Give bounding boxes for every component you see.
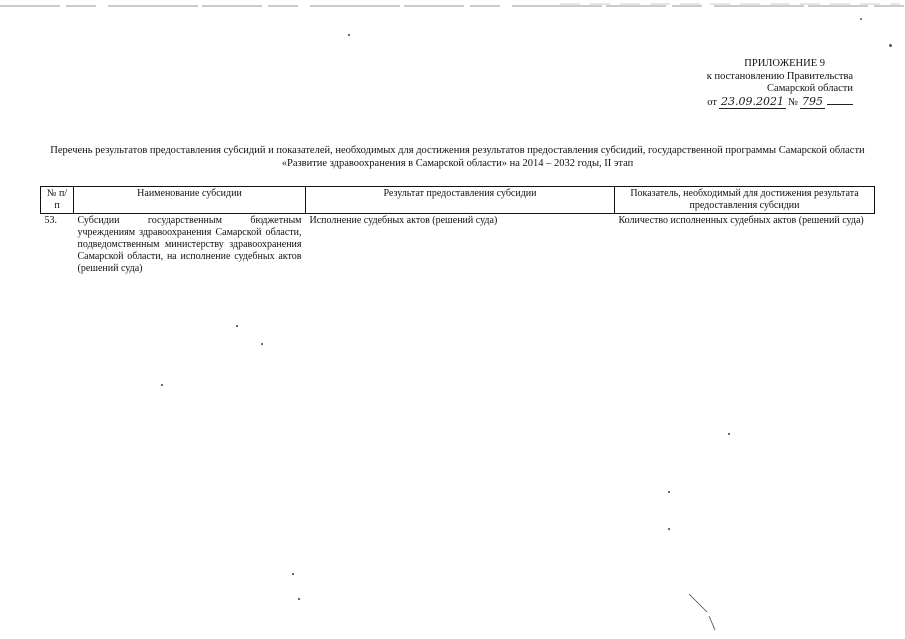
scan-scratch xyxy=(685,590,725,635)
table-row xyxy=(41,214,875,277)
row-name: Субсидии государственным бюджетным учреждениям здравоохранения Самарской области, подведомственным министерству здравоохранения Самарской области, на исполнение судебных актов (решений суда) xyxy=(77,215,302,274)
row-indicator: Количество исполненных судебных актов (решений суда) xyxy=(618,215,864,226)
scan-speck xyxy=(298,598,300,600)
scan-speck xyxy=(261,343,263,345)
row-number: 53. xyxy=(44,215,57,226)
scan-speck xyxy=(668,491,670,493)
number-underline xyxy=(827,104,853,105)
scan-speck xyxy=(728,433,730,435)
scan-speck xyxy=(348,34,350,36)
scan-speck xyxy=(668,528,670,530)
scan-speck xyxy=(889,44,892,47)
header-name: Наименование субсидии xyxy=(74,187,306,214)
header-indicator: Показатель, необходимый для достижения результата предоставления субсидии xyxy=(615,187,875,214)
from-label: от xyxy=(707,96,717,108)
annex-line-2: Самарской области xyxy=(767,83,853,95)
table-header-row xyxy=(41,187,875,214)
annex-header xyxy=(633,58,853,109)
annex-title: ПРИЛОЖЕНИЕ 9 xyxy=(744,58,825,69)
header-result: Результат предоставления субсидии xyxy=(306,187,615,214)
scan-edge-lines xyxy=(0,2,905,12)
annex-line-1: к постановлению Правительства xyxy=(706,70,853,82)
annex-date-line xyxy=(633,96,853,110)
document-title: Перечень результатов предоставления субсидий и показателей, необходимых для достижения результатов предоставления субсидий, государственной программы Самарской области «Развитие здравоохранения в Самарской области» на 2014 – 2032 годы, II этап xyxy=(50,145,865,169)
scan-speck xyxy=(161,384,163,386)
handwritten-date: 23.09.2021 xyxy=(720,94,784,108)
scan-speck xyxy=(292,573,294,575)
subsidy-table xyxy=(40,186,875,276)
scan-speck xyxy=(860,18,862,20)
number-label: № xyxy=(787,96,798,108)
header-number: № п/п xyxy=(41,187,74,214)
row-result: Исполнение судебных актов (решений суда) xyxy=(309,215,498,226)
handwritten-number: 795 xyxy=(802,94,823,108)
scan-speck xyxy=(236,325,238,327)
